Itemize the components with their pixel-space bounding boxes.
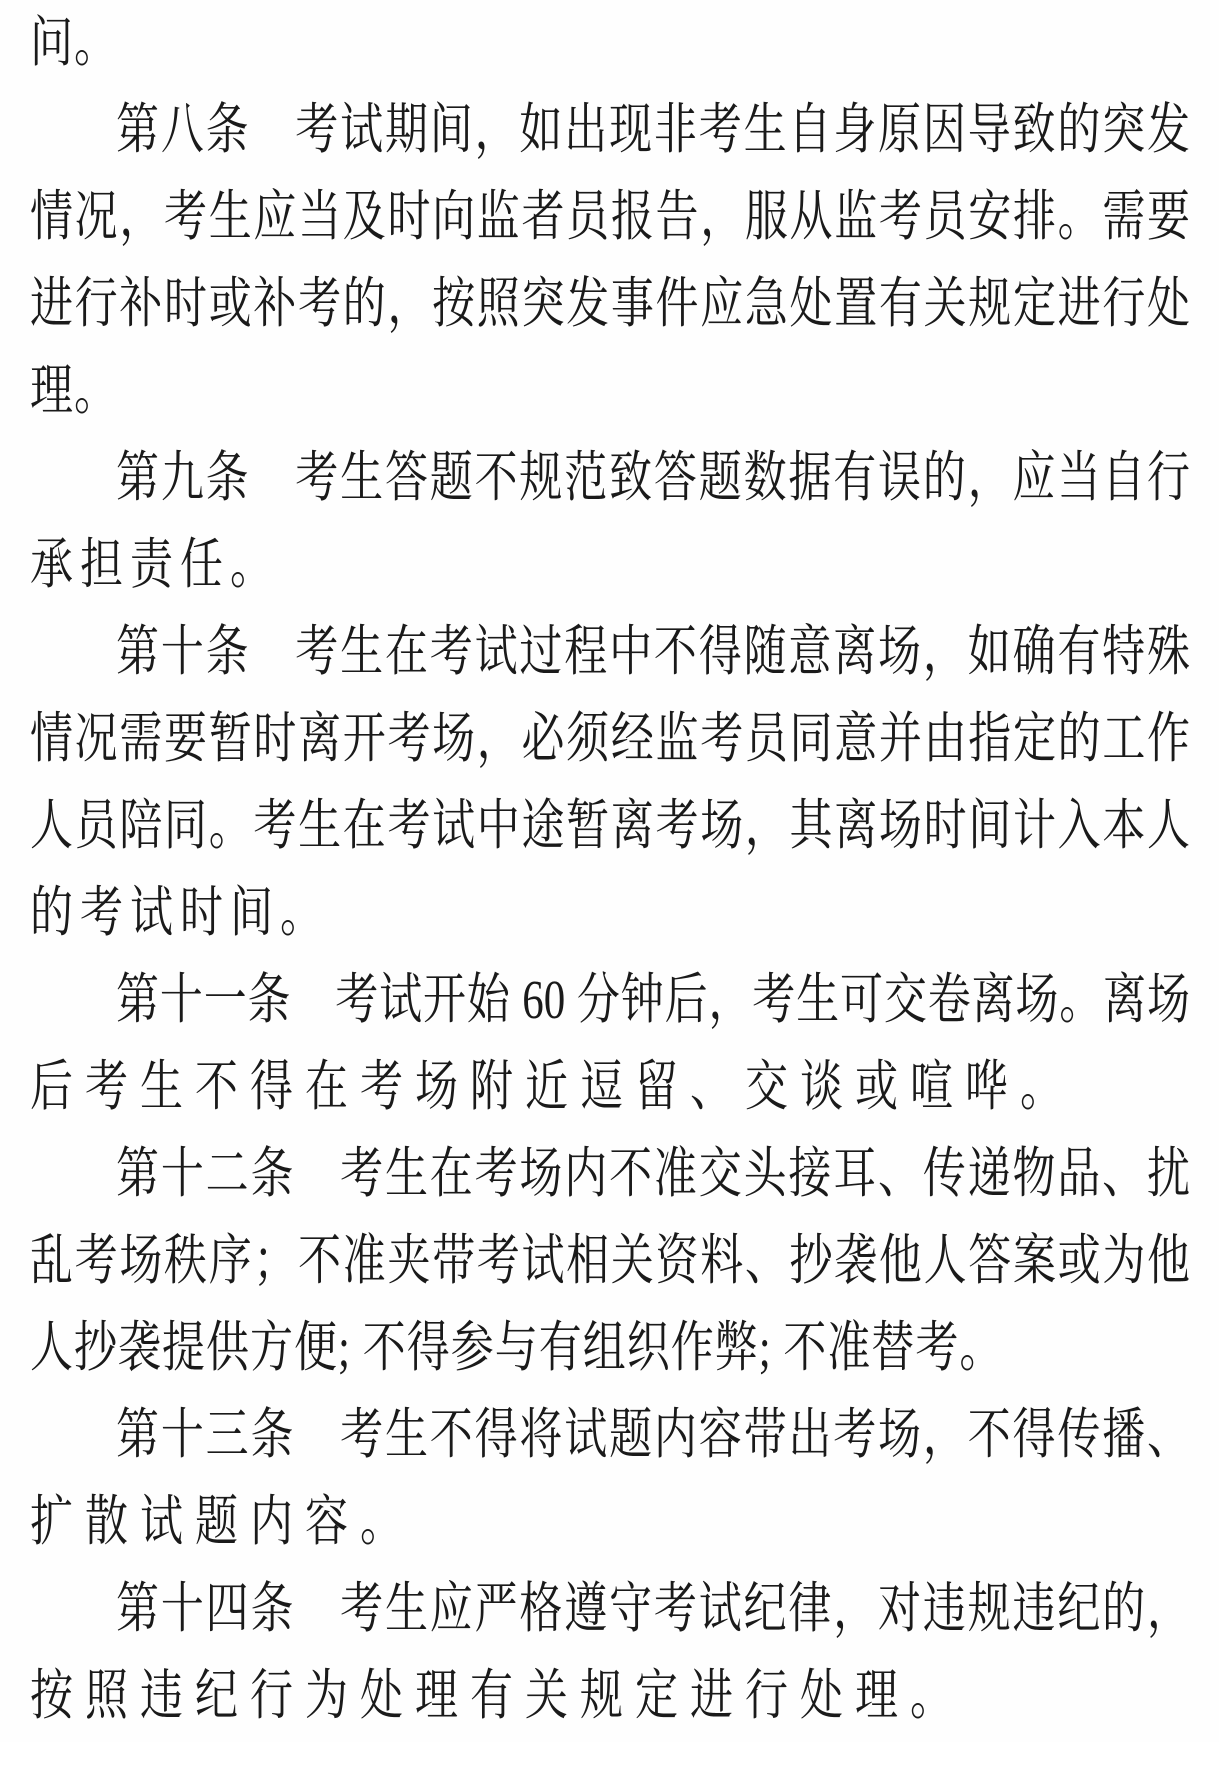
text-line: 第十二条 考生在考场内不准交头接耳、传递物品、扰 xyxy=(116,1144,1190,1205)
text-line: 第十条 考生在考试过程中不得随意离场，如确有特殊 xyxy=(116,622,1190,683)
text-line: 第十一条 考试开始 60 分钟后，考生可交卷离场。离场 xyxy=(116,970,1190,1031)
text-line: 按照违纪行为处理有关规定进行处理。 xyxy=(30,1666,965,1727)
text-line: 第十三条 考生不得将试题内容带出考场，不得传播、 xyxy=(116,1405,1190,1466)
text-line: 乱考场秩序；不准夹带考试相关资料、抄袭他人答案或为他 xyxy=(30,1231,1190,1292)
text-line: 情况，考生应当及时向监者员报告，服从监考员安排。需要 xyxy=(30,187,1190,248)
text-line: 的考试时间。 xyxy=(30,883,330,944)
text-line: 第十四条 考生应严格遵守考试纪律，对违规违纪的， xyxy=(116,1579,1190,1640)
text-line: 进行补时或补考的，按照突发事件应急处置有关规定进行处 xyxy=(30,274,1190,335)
text-line: 承担责任。 xyxy=(30,535,280,596)
text-line: 后考生不得在考场附近逗留、交谈或喧哗。 xyxy=(30,1057,1075,1118)
text-line: 理。 xyxy=(30,361,118,422)
text-line: 人员陪同。考生在考试中途暂离考场，其离场时间计入本人 xyxy=(30,796,1190,857)
text-line: 扩散试题内容。 xyxy=(30,1492,415,1553)
text-line: 情况需要暂时离开考场，必须经监考员同意并由指定的工作 xyxy=(30,709,1190,770)
text-line: 问。 xyxy=(30,13,118,74)
text-line: 第八条 考试期间，如出现非考生自身原因导致的突发 xyxy=(116,100,1190,161)
text-line: 人抄袭提供方便; 不得参与有组织作弊; 不准替考。 xyxy=(30,1318,1004,1379)
text-line: 第九条 考生答题不规范致答题数据有误的，应当自行 xyxy=(116,448,1190,509)
text-block xyxy=(30,0,1190,1740)
